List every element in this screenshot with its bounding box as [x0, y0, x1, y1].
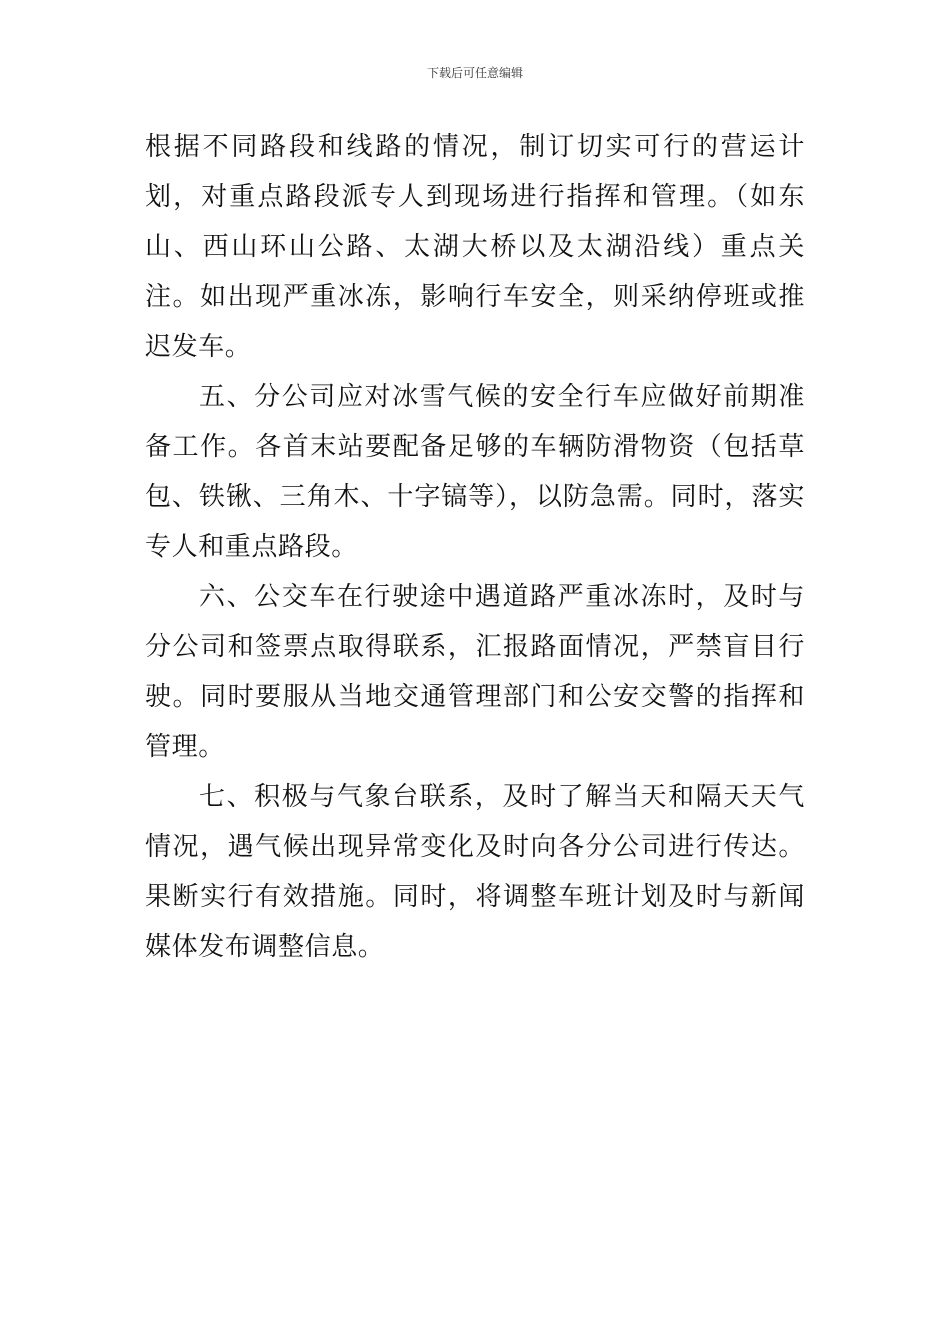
paragraph-item-5: 五、分公司应对冰雪气候的安全行车应做好前期准备工作。各首末站要配备足够的车辆防滑物资（包括草包、铁锹、三角木、十字镐等），以防急需。同时，落实专人和重点路段。: [145, 382, 805, 562]
page-header-note: 下载后可任意编辑: [426, 66, 523, 80]
paragraph-item-7: 七、积极与气象台联系，及时了解当天和隔天天气情况，遇气候出现异常变化及时向各分公司进行传达。果断实行有效措施。同时，将调整车班计划及时与新闻媒体发布调整信息。: [145, 782, 805, 962]
document-body: [145, 122, 805, 972]
paragraph-continuation: 根据不同路段和线路的情况，制订切实可行的营运计划，对重点路段派专人到现场进行指挥和管理。（如东山、西山环山公路、太湖大桥以及太湖沿线）重点关注。如出现严重冰冻，影响行车安全，则采纳停班或推迟发车。: [145, 132, 805, 362]
paragraph-item-6: 六、公交车在行驶途中遇道路严重冰冻时，及时与分公司和签票点取得联系，汇报路面情况，严禁盲目行驶。同时要服从当地交通管理部门和公安交警的指挥和管理。: [145, 582, 805, 762]
